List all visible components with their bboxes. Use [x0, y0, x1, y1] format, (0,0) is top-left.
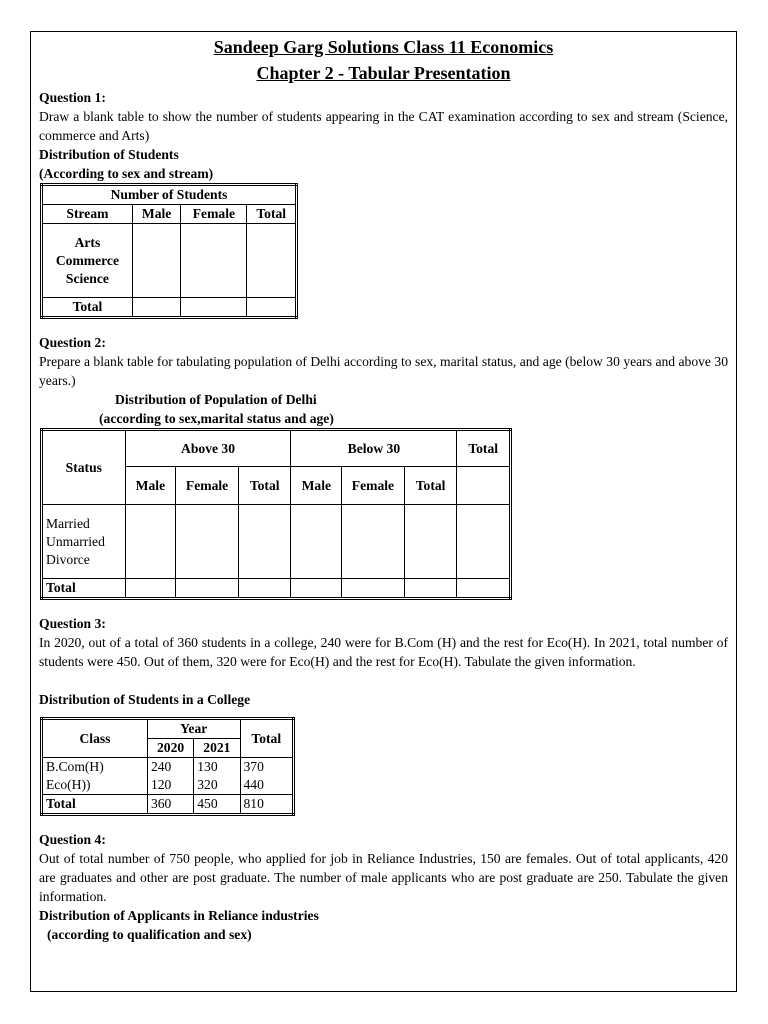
q1-cell	[181, 298, 247, 318]
q2-group-above: Above 30	[125, 430, 291, 467]
q2-col-total: Total	[457, 430, 511, 467]
q3-col-2020: 2020	[147, 739, 193, 758]
q1-cell	[132, 298, 181, 318]
q3-total-2021: 450	[194, 795, 240, 815]
q2-cell	[404, 505, 457, 579]
question-4-label: Question 4:	[39, 832, 106, 847]
q1-stream-list	[42, 224, 133, 298]
q3-total-2020: 360	[147, 795, 193, 815]
q3-table	[40, 717, 295, 816]
q3-value: 120	[150, 777, 172, 792]
document-content	[39, 34, 728, 944]
q2-cell	[457, 467, 511, 505]
question-2-text: Prepare a blank table for tabulating population of Delhi according to sex, marital status, and age (below 30 years and above 30 years.)	[39, 354, 728, 388]
q2-row-divorce: Divorce	[46, 551, 90, 567]
q2-row-married: Married	[46, 515, 90, 531]
q1-row-arts: Arts	[74, 234, 101, 250]
q2-cell	[238, 505, 291, 579]
q2-table	[40, 428, 512, 600]
q3-row-eco: Eco(H))	[46, 777, 91, 792]
question-2-label: Question 2:	[39, 335, 106, 350]
question-1-label: Question 1:	[39, 90, 106, 105]
q2-row-unmarried: Unmarried	[46, 533, 105, 549]
q3-2020-list	[147, 758, 193, 795]
q2-caption-1: Distribution of Population of Delhi	[115, 392, 317, 407]
q1-row-commerce: Commerce	[55, 252, 119, 268]
q3-value: 370	[243, 759, 264, 774]
q1-cell	[132, 224, 181, 298]
q2-above-male: Male	[125, 467, 176, 505]
q1-col-male: Male	[132, 205, 181, 224]
question-3-text: In 2020, out of a total of 360 students in a college, 240 were for B.Com (H) and the rest for Eco(H). In 2021, total number of students were 450. Out of them, 320 were for Eco(H) and the rest for Eco(H). Tabulate the given information.	[39, 635, 728, 669]
q2-cell	[342, 505, 405, 579]
q1-table	[40, 183, 298, 319]
q2-cell	[291, 505, 342, 579]
q2-caption-2: (according to sex,marital status and age)	[99, 411, 334, 426]
q3-value: 240	[150, 759, 172, 774]
q1-col-female: Female	[181, 205, 247, 224]
q3-value: 320	[197, 777, 218, 792]
q3-value: 130	[197, 759, 218, 774]
q3-total-total: 810	[240, 795, 294, 815]
q2-col-status: Status	[42, 430, 126, 505]
q1-cell	[181, 224, 247, 298]
q3-total-row: Total	[42, 795, 148, 815]
q1-caption-1: Distribution of Students	[39, 147, 179, 162]
q3-group-year: Year	[147, 719, 240, 739]
q2-cell	[238, 579, 291, 599]
q3-class-list	[42, 758, 148, 795]
q2-below-male: Male	[291, 467, 342, 505]
q3-row-bcom: B.Com(H)	[46, 759, 104, 774]
q4-caption-1: Distribution of Applicants in Reliance industries	[39, 908, 319, 923]
q1-caption-2: (According to sex and stream)	[39, 166, 214, 181]
q2-cell	[176, 579, 239, 599]
q1-row-science: Science	[65, 270, 109, 286]
q3-caption: Distribution of Students in a College	[39, 692, 251, 707]
q1-cell	[247, 224, 297, 298]
q1-total-row: Total	[42, 298, 133, 318]
q2-below-female: Female	[342, 467, 405, 505]
q4-caption-2: (according to qualification and sex)	[47, 927, 252, 942]
q2-cell	[342, 579, 405, 599]
question-3-label: Question 3:	[39, 616, 106, 631]
q2-total-row: Total	[42, 579, 126, 599]
document-title: Sandeep Garg Solutions Class 11 Economics	[213, 37, 554, 57]
chapter-title: Chapter 2 - Tabular Presentation	[256, 63, 511, 83]
q3-col-class: Class	[42, 719, 148, 758]
q2-cell	[125, 505, 176, 579]
question-4-text: Out of total number of 750 people, who applied for job in Reliance Industries, 150 are females. Out of total applicants, 420 are graduates and other are post graduate. The number of male applicants who are post graduate are 250. Tabulate the given information.	[39, 851, 728, 904]
q2-below-total: Total	[404, 467, 457, 505]
q2-cell	[176, 505, 239, 579]
q3-col-total: Total	[240, 719, 294, 758]
q1-cell	[247, 298, 297, 318]
q1-col-total: Total	[247, 205, 297, 224]
q2-cell	[291, 579, 342, 599]
q3-2021-list	[194, 758, 240, 795]
q3-col-2021: 2021	[194, 739, 240, 758]
q3-total-list	[240, 758, 294, 795]
q2-cell	[125, 579, 176, 599]
q2-cell	[457, 579, 511, 599]
question-1-text: Draw a blank table to show the number of students appearing in the CAT examination according to sex and stream (Science, commerce and Arts)	[39, 109, 728, 143]
q2-above-female: Female	[176, 467, 239, 505]
q2-cell	[457, 505, 511, 579]
q2-status-list	[42, 505, 126, 579]
q2-cell	[404, 579, 457, 599]
q3-value: 440	[243, 777, 264, 792]
q2-above-total: Total	[238, 467, 291, 505]
q1-col-stream: Stream	[42, 205, 133, 224]
q2-group-below: Below 30	[291, 430, 457, 467]
q1-group-header: Number of Students	[42, 185, 297, 205]
